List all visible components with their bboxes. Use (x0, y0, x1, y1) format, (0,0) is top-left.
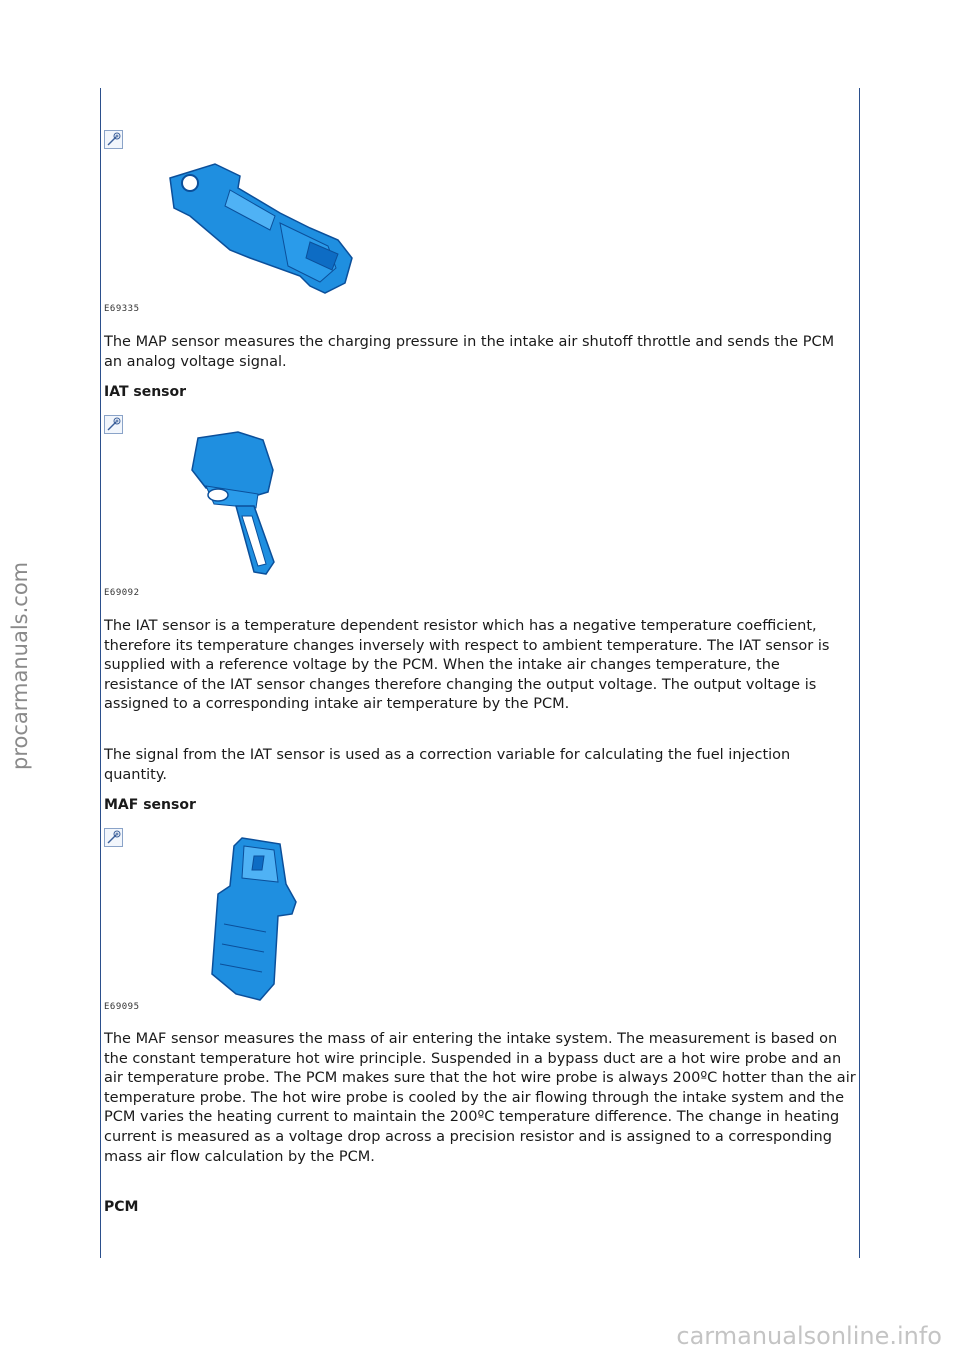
figure-id: E69092 (104, 588, 140, 598)
figure-id: E69335 (104, 304, 140, 314)
zoom-image-icon[interactable] (104, 130, 123, 149)
iat-sensor-heading: IAT sensor (104, 384, 187, 400)
side-watermark: procarmanuals.com (8, 561, 32, 770)
iat-sensor-paragraph-2: The signal from the IAT sensor is used as a correction variable for calculating the fuel injection quantity. (104, 747, 791, 783)
zoom-image-icon[interactable] (104, 415, 123, 434)
map-sensor-image (160, 158, 365, 298)
footer-watermark: carmanualsonline.info (676, 1322, 942, 1350)
pcm-heading: PCM (104, 1199, 139, 1215)
map-sensor-paragraph: The MAP sensor measures the charging pressure in the intake air shutoff throttle and sends the PCM an analog voltage signal. (104, 334, 835, 370)
iat-sensor-paragraph-1: The IAT sensor is a temperature dependent resistor which has a negative temperature coefficient, therefore its temperature changes inversely with respect to ambient temperature. The IAT sensor is supplied with a reference voltage by the PCM. When the intake air changes temperature, the resistance of the IAT sensor changes therefore changing the output voltage. The output voltage is assigned to a corresponding intake air temperature by the PCM. (104, 618, 830, 713)
maf-sensor-heading: MAF sensor (104, 797, 196, 813)
maf-sensor-paragraph: The MAF sensor measures the mass of air entering the intake system. The measurement is based on the constant temperature hot wire principle. Suspended in a bypass duct are a hot wire probe and an air temperature probe. The PCM makes sure that the hot wire probe is always 200ºC hotter than the air temperature probe. The hot wire probe is cooled by the air flowing through the intake system and the PCM varies the heating current to maintain the 200ºC temperature difference. The change in heating current is measured as a voltage drop across a precision resistor and is assigned to a corresponding mass air flow calculation by the PCM. (104, 1031, 856, 1165)
figure-id: E69095 (104, 1002, 140, 1012)
right-margin-rule (859, 88, 860, 1258)
left-margin-rule (100, 88, 101, 1258)
maf-sensor-image (200, 834, 305, 1004)
iat-sensor-image (178, 430, 288, 580)
zoom-image-icon[interactable] (104, 828, 123, 847)
